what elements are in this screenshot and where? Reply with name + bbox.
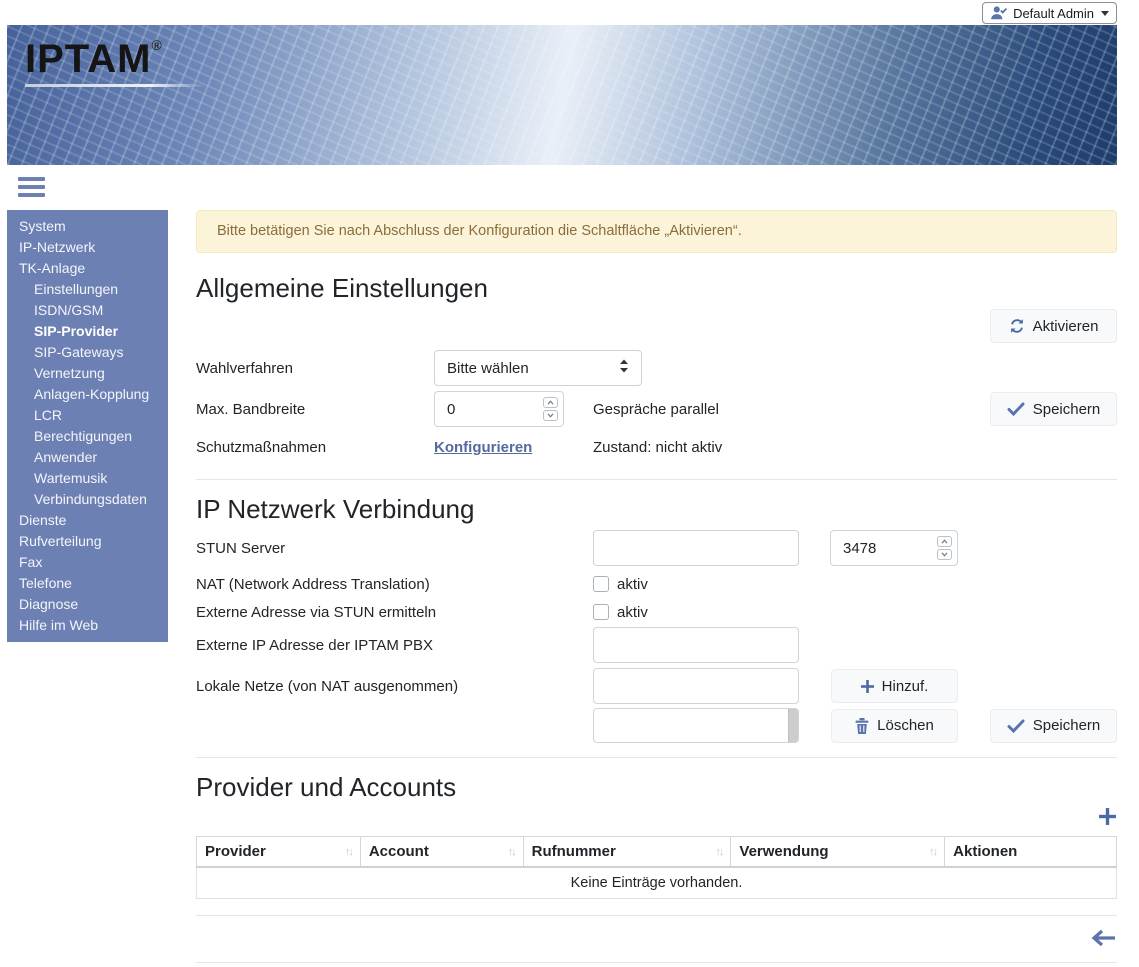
divider [196, 479, 1117, 480]
sidebar-item-telefone[interactable]: Telefone [19, 575, 72, 591]
providers-table-header-row [197, 837, 1117, 867]
listbox-scrollbar[interactable] [788, 709, 798, 742]
section-title-general: Allgemeine Einstellungen [196, 273, 488, 303]
check-icon [1007, 719, 1025, 733]
back-arrow-button[interactable] [1091, 928, 1117, 948]
providers-table [196, 836, 1117, 899]
plus-icon [861, 680, 874, 693]
logo-underline [25, 84, 205, 87]
sidebar-item-verbindungsdaten[interactable]: Verbindungsdaten [34, 491, 147, 507]
trash-icon [855, 718, 869, 734]
sidebar-item-ip-netzwerk[interactable]: IP-Netzwerk [19, 239, 96, 255]
number-spinner [543, 397, 558, 421]
add-provider-button[interactable] [1098, 807, 1117, 826]
sidebar-item-diagnose[interactable]: Diagnose [19, 596, 79, 612]
check-icon [1007, 402, 1025, 416]
section-title-network: IP Netzwerk Verbindung [196, 494, 475, 524]
bandbreite-label: Max. Bandbreite [196, 400, 306, 418]
column-header-rufnummer[interactable] [523, 837, 731, 867]
column-label: Aktionen [953, 842, 1018, 860]
save-general-button[interactable] [990, 392, 1117, 426]
add-local-net-button[interactable] [831, 669, 958, 703]
column-header-aktionen [945, 837, 1117, 867]
main-content [196, 210, 1117, 963]
bandbreite-suffix: Gespräche parallel [593, 400, 719, 418]
sidebar-item-system[interactable]: System [19, 218, 66, 234]
sidebar-item-einstellungen[interactable]: Einstellungen [34, 281, 119, 297]
local-nets-listbox[interactable] [593, 708, 799, 743]
ext-ip-label: Externe IP Adresse der IPTAM PBX [196, 636, 434, 654]
sidebar-item-lcr[interactable]: LCR [34, 407, 63, 423]
sidebar-item-wartemusik[interactable]: Wartemusik [34, 470, 108, 486]
ext-stun-label: Externe Adresse via STUN ermitteln [196, 603, 437, 621]
schutz-label: Schutzmaßnahmen [196, 438, 327, 456]
save-network-button[interactable] [990, 709, 1117, 743]
divider [196, 757, 1117, 758]
nat-label: NAT (Network Address Translation) [196, 575, 430, 593]
schutz-status: Zustand: nicht aktiv [593, 438, 723, 456]
sidebar-item-fax[interactable]: Fax [19, 554, 43, 570]
wahlverfahren-selected-value: Bitte wählen [447, 359, 529, 377]
delete-local-net-button[interactable] [831, 709, 958, 743]
sidebar-item-isdn-gsm[interactable]: ISDN/GSM [34, 302, 104, 318]
column-header-verwendung[interactable] [731, 837, 945, 867]
activation-hint-alert [196, 210, 1117, 253]
column-label: Provider [205, 842, 266, 860]
ext-ip-input[interactable] [593, 627, 799, 663]
user-menu-button[interactable] [982, 2, 1117, 24]
ext-stun-checkbox[interactable] [593, 604, 609, 620]
sidebar-nav [7, 210, 168, 642]
sort-icon[interactable]: ↑↓ [715, 845, 723, 858]
sidebar-item-hilfe-im-web[interactable]: Hilfe im Web [19, 617, 99, 633]
konfigurieren-link[interactable]: Konfigurieren [434, 438, 533, 456]
top-bar [0, 0, 1139, 25]
activate-button[interactable] [990, 309, 1117, 343]
spinner-up-button[interactable] [937, 536, 952, 547]
spinner-down-button[interactable] [543, 410, 558, 421]
chevron-down-icon [1101, 11, 1109, 16]
sidebar-item-dienste[interactable]: Dienste [19, 512, 67, 528]
save-general-label: Speichern [1032, 400, 1101, 418]
add-local-net-label: Hinzuf. [881, 677, 929, 695]
section-title-providers: Provider und Accounts [196, 772, 457, 802]
empty-table-message: Keine Einträge vorhanden. [197, 867, 1117, 899]
ext-stun-checkbox-label: aktiv [617, 603, 648, 621]
refresh-icon [1009, 318, 1025, 334]
column-label: Rufnummer [531, 842, 616, 860]
save-network-label: Speichern [1032, 717, 1101, 734]
lokale-netze-label: Lokale Netze (von NAT ausgenommen) [196, 677, 459, 695]
sidebar-item-anwender[interactable]: Anwender [34, 449, 98, 465]
logo-text: IPTAM [25, 37, 152, 81]
hamburger-menu-icon[interactable] [18, 177, 45, 197]
select-updown-icon [619, 359, 629, 377]
empty-table-row [197, 867, 1117, 899]
column-label: Account [368, 842, 429, 860]
stun-server-input[interactable] [593, 530, 799, 566]
sidebar-item-sip-provider[interactable]: SIP-Provider [34, 323, 119, 339]
wahlverfahren-select[interactable] [434, 350, 642, 386]
iptam-logo [25, 37, 205, 87]
sort-icon[interactable]: ↑↓ [929, 845, 937, 858]
header-banner [7, 25, 1117, 165]
delete-local-net-label: Löschen [877, 717, 934, 734]
spinner-up-button[interactable] [543, 397, 558, 408]
sort-icon[interactable]: ↑↓ [507, 845, 515, 858]
column-header-provider[interactable] [197, 837, 361, 867]
sidebar-item-anlagen-kopplung[interactable]: Anlagen-Kopplung [34, 386, 150, 402]
menu-bar [18, 177, 45, 181]
activate-button-label: Aktivieren [1032, 317, 1099, 335]
registered-mark: ® [151, 37, 162, 53]
sidebar-item-rufverteilung[interactable]: Rufverteilung [19, 533, 102, 549]
sidebar-item-sip-gateways[interactable]: SIP-Gateways [34, 344, 124, 360]
sort-icon[interactable]: ↑↓ [344, 845, 352, 858]
column-header-account[interactable] [360, 837, 523, 867]
column-label: Verwendung [739, 842, 829, 860]
stun-label: STUN Server [196, 539, 286, 557]
alert-text: Bitte betätigen Sie nach Abschluss der Konfiguration die Schaltfläche „Aktivieren“. [217, 223, 742, 239]
divider [196, 915, 1117, 916]
wahlverfahren-label: Wahlverfahren [196, 359, 293, 377]
menu-bar [18, 193, 45, 197]
nat-checkbox-label: aktiv [617, 575, 648, 593]
divider [196, 962, 1117, 963]
spinner-down-button[interactable] [937, 549, 952, 560]
sidebar-item-vernetzung[interactable]: Vernetzung [34, 365, 105, 381]
sidebar-item-tk-anlage[interactable]: TK-Anlage [19, 260, 86, 276]
user-menu-label: Default Admin [1013, 5, 1094, 21]
sidebar-item-berechtigungen[interactable]: Berechtigungen [34, 428, 133, 444]
user-check-icon [990, 5, 1008, 21]
number-spinner [937, 536, 952, 560]
nat-checkbox[interactable] [593, 576, 609, 592]
menu-bar [18, 185, 45, 189]
lokale-netze-input[interactable] [593, 668, 799, 704]
